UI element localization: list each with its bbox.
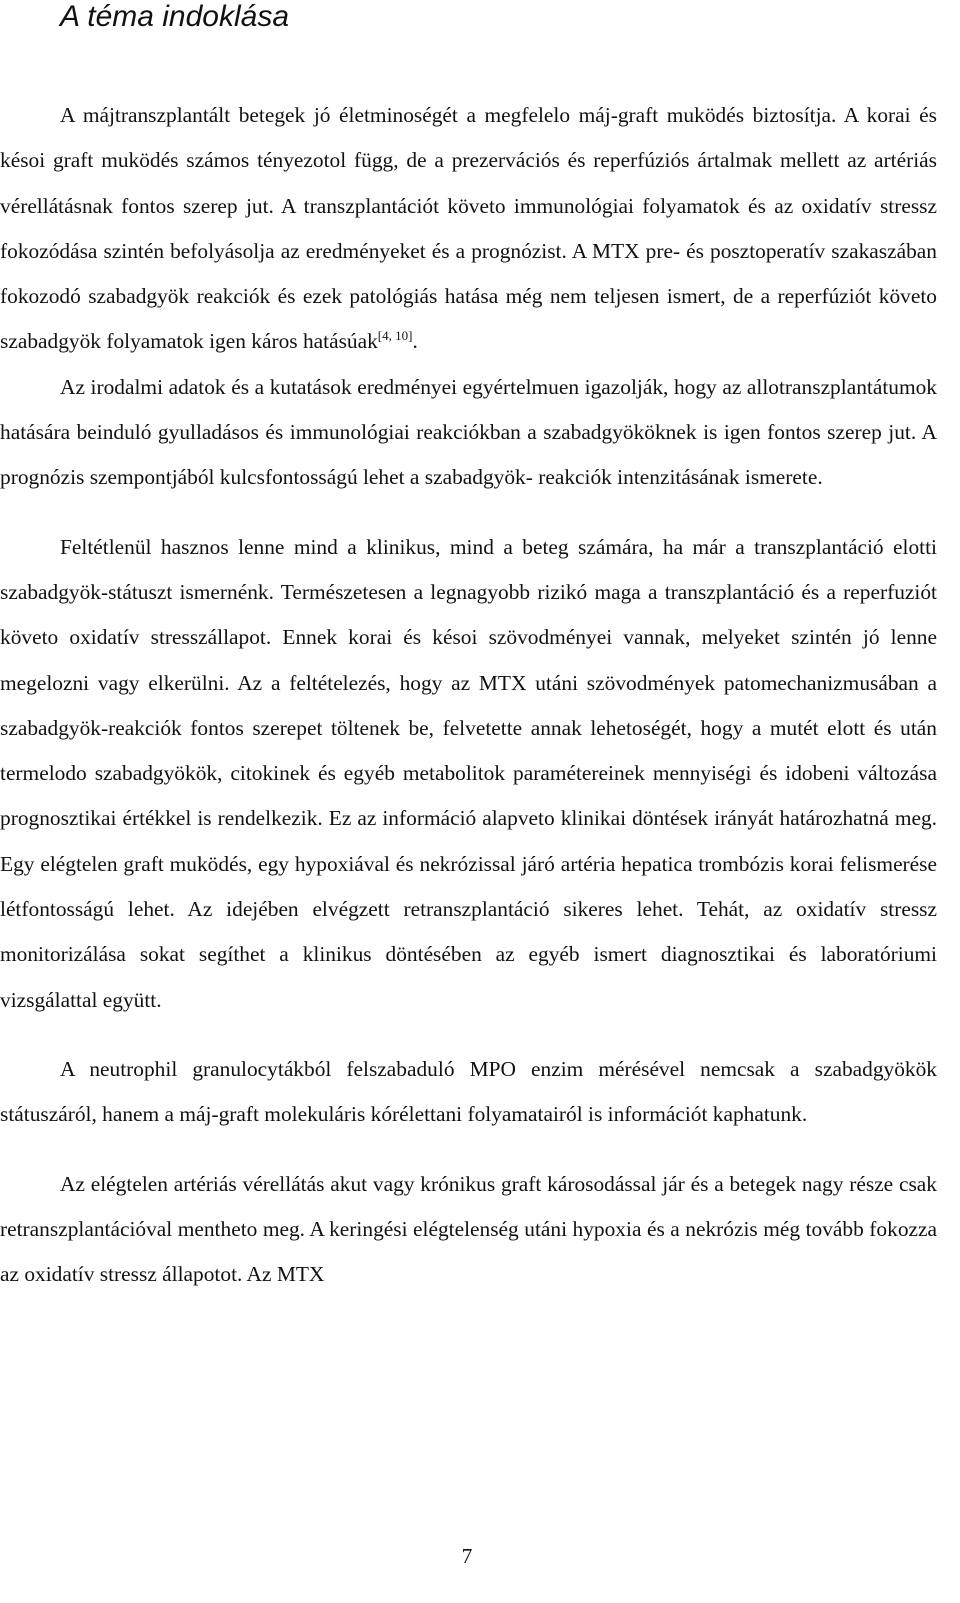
paragraph-5: Az elégtelen artériás vérellátás akut vagy krónikus graft károsodással jár és a betegek nagy része csak retranszplantációval mentheto meg. A keringési elégtelenség utáni hypoxia és a nekrózis még tovább fokozza az oxidatív stressz állapotot. Az MTX <box>0 1171 937 1287</box>
paragraph-4: A neutrophil granulocytákból felszabaduló MPO enzim mérésével nemcsak a szabadgyökök státuszáról, hanem a máj-graft molekuláris kórélettani folyamatairól is információt kaphatunk. <box>0 1056 937 1127</box>
section-heading: A téma indoklása <box>60 0 290 33</box>
body-text <box>0 93 937 1297</box>
page-number: 7 <box>461 1544 473 1568</box>
paragraph-3: Feltétlenül hasznos lenne mind a klinikus, mind a beteg számára, ha már a transzplantáció elotti szabadgyök-státuszt ismernénk. Természetesen a legnagyobb rizikó maga a transzplantáció és a reperfuziót követo oxidatív stresszállapot. Ennek korai és késoi szövodményei vannak, melyeket szintén jó lenne megelozni vagy elkerülni. Az a feltételezés, hogy az MTX utáni szövodmények patomechanizmusában a szabadgyök-reakciók fontos szerepet töltenek be, felvetette annak lehetoségét, hogy a mutét elott és után termelodo szabadgyökök, citokinek és egyéb metabolitok paramétereinek mennyiségi és idobeni változása prognosztikai értékkel is rendelkezik. Ez az információ alapveto klinikai döntések irányát határozhatná meg. Egy elégtelen graft muködés, egy hypoxiával és nekrózissal járó artéria hepatica trombózis korai felismerése létfontosságú lehet. Az idejében elvégzett retranszplantáció sikeres lehet. Tehát, az oxidatív stressz monitorizálása sokat segíthet a klinikus döntésében az egyéb ismert diagnosztikai és laboratóriumi vizsgálattal együtt. <box>0 534 937 1012</box>
paragraph-2: Az irodalmi adatok és a kutatások eredményei egyértelmuen igazolják, hogy az allotranszplantátumok hatására beinduló gyulladásos és immunológiai reakciókban a szabadgyököknek is igen fontos szerep jut. A prognózis szempontjából kulcsfontosságú lehet a szabadgyök- reakciók intenzitásának ismerete. <box>0 374 937 490</box>
paragraph-1 <box>0 93 937 365</box>
paragraph-1-text: A májtranszplantált betegek jó életminoségét a megfelelo máj-graft muködés biztosítja. A korai és késoi graft muködés számos tényezotol függ, de a prezervációs és reperfúziós ártalmak mellett az artériás vérellátásnak fontos szerep jut. A transzplantációt követo immunológiai folyamatok és az oxidatív stressz fokozódása szintén befolyásolja az eredményeket és a prognózist. A MTX pre- és posztoperatív szakaszában fokozodó szabadgyök reakciók és ezek patológiás hatása még nem teljesen ismert, de a reperfúziót követo szabadgyök folyamatok igen káros hatásúak <box>0 103 937 354</box>
paragraph-1-end: . <box>412 329 418 354</box>
citation-reference: [4, 10] <box>377 328 413 344</box>
